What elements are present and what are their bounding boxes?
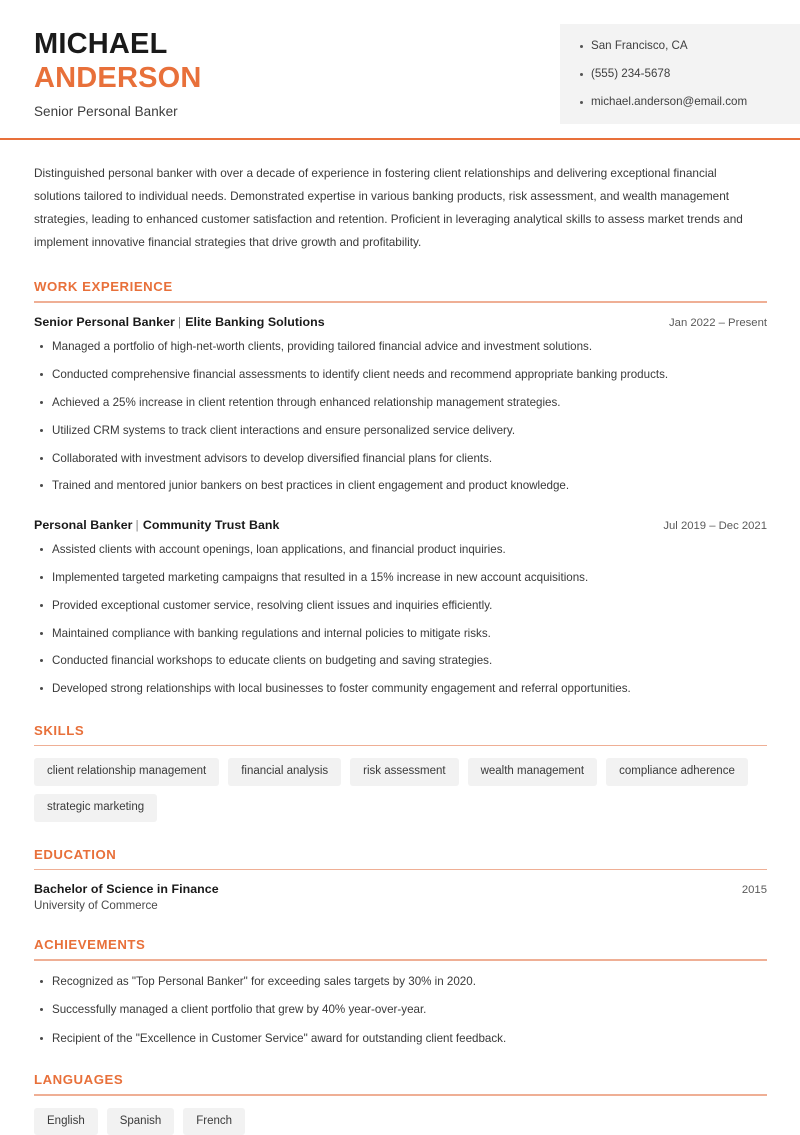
- skill-pill: wealth management: [468, 758, 598, 786]
- experience-date: Jul 2019 – Dec 2021: [663, 520, 767, 532]
- list-item: Achieved a 25% increase in client retention through enhanced relationship management strategies.: [34, 394, 767, 411]
- contact-email[interactable]: [578, 94, 800, 111]
- list-item: Recognized as "Top Personal Banker" for exceeding sales targets by 30% in 2020.: [34, 973, 767, 990]
- title-separator: |: [178, 315, 181, 329]
- experience-entry: [34, 315, 767, 495]
- section-education: [34, 847, 767, 913]
- experience-role: Personal Banker: [34, 518, 133, 532]
- language-pill: Spanish: [107, 1108, 175, 1135]
- experience-bullets: [34, 541, 767, 698]
- resume-header: [0, 0, 800, 124]
- skill-pill: strategic marketing: [34, 794, 157, 822]
- section-languages: [34, 1072, 767, 1135]
- education-entry-header: [34, 882, 767, 896]
- last-name: ANDERSON: [34, 62, 202, 96]
- skills-pill-row: [34, 758, 767, 821]
- contact-email-text: michael.anderson@email.com: [591, 95, 747, 108]
- list-item: Provided exceptional customer service, resolving client issues and inquiries efficiently.: [34, 597, 767, 614]
- title-separator: |: [136, 518, 139, 532]
- section-achievements: [34, 937, 767, 1047]
- section-title-achievements: ACHIEVEMENTS: [34, 937, 767, 952]
- contact-phone[interactable]: [578, 66, 800, 83]
- experience-title: [34, 518, 279, 532]
- list-item: Successfully managed a client portfolio that grew by 40% year-over-year.: [34, 1001, 767, 1018]
- professional-summary: Distinguished personal banker with over a decade of experience in fostering client relationships and delivering exceptional financial solutions tailored to individual needs. Demonstrated expertise in various banking products, risk assessment, and wealth management strategies, leading to enhanced customer satisfaction and retention. Proficient in leveraging analytical skills to assess market trends and implement innovative financial strategies that drive growth and profitability.: [34, 162, 767, 254]
- education-degree: Bachelor of Science in Finance: [34, 882, 219, 896]
- experience-entry-header: [34, 518, 767, 532]
- list-item: Developed strong relationships with local businesses to foster community engagement and referral opportunities.: [34, 680, 767, 697]
- skill-pill: client relationship management: [34, 758, 219, 786]
- list-item: Collaborated with investment advisors to develop diversified financial plans for clients.: [34, 450, 767, 467]
- languages-pill-row: [34, 1108, 767, 1135]
- language-pill: French: [183, 1108, 245, 1135]
- experience-title: [34, 315, 325, 329]
- list-item: Trained and mentored junior bankers on best practices in client engagement and product knowledge.: [34, 477, 767, 494]
- section-rule: [34, 301, 767, 303]
- section-title-languages: LANGUAGES: [34, 1072, 767, 1087]
- section-skills: [34, 723, 767, 822]
- section-rule: [34, 869, 767, 871]
- identity-block: [0, 22, 202, 119]
- experience-bullets: [34, 338, 767, 495]
- header-divider: [0, 138, 800, 140]
- section-rule: [34, 745, 767, 747]
- section-rule: [34, 1094, 767, 1096]
- section-title-work-experience: WORK EXPERIENCE: [34, 279, 767, 294]
- list-item: Recipient of the "Excellence in Customer Service" award for outstanding client feedback.: [34, 1030, 767, 1047]
- section-rule: [34, 959, 767, 961]
- resume-content: [0, 162, 800, 1135]
- experience-entry-header: [34, 315, 767, 329]
- contact-card: [560, 24, 800, 124]
- list-item: Conducted comprehensive financial assessments to identify client needs and recommend appropriate banking products.: [34, 366, 767, 383]
- education-date: 2015: [742, 884, 767, 896]
- section-title-skills: SKILLS: [34, 723, 767, 738]
- experience-company: Community Trust Bank: [143, 518, 280, 532]
- list-item: Managed a portfolio of high-net-worth clients, providing tailored financial advice and investment solutions.: [34, 338, 767, 355]
- contact-location-text: San Francisco, CA: [591, 39, 688, 52]
- experience-date: Jan 2022 – Present: [669, 317, 767, 329]
- education-entry: [34, 882, 767, 912]
- education-institution: University of Commerce: [34, 899, 767, 912]
- list-item: Utilized CRM systems to track client interactions and ensure personalized service delivery.: [34, 422, 767, 439]
- experience-role: Senior Personal Banker: [34, 315, 175, 329]
- list-item: Maintained compliance with banking regulations and internal policies to mitigate risks.: [34, 625, 767, 642]
- skill-pill: risk assessment: [350, 758, 458, 786]
- language-pill: English: [34, 1108, 98, 1135]
- experience-company: Elite Banking Solutions: [185, 315, 325, 329]
- experience-entry: [34, 518, 767, 698]
- contact-list: [578, 38, 800, 110]
- list-item: Implemented targeted marketing campaigns that resulted in a 15% increase in new account acquisitions.: [34, 569, 767, 586]
- section-work-experience: [34, 279, 767, 697]
- skill-pill: financial analysis: [228, 758, 341, 786]
- contact-location: [578, 38, 800, 55]
- first-name: MICHAEL: [34, 28, 202, 62]
- contact-phone-text: (555) 234-5678: [591, 67, 670, 80]
- list-item: Conducted financial workshops to educate clients on budgeting and saving strategies.: [34, 652, 767, 669]
- section-title-education: EDUCATION: [34, 847, 767, 862]
- professional-title: Senior Personal Banker: [34, 104, 202, 119]
- achievements-bullets: [34, 973, 767, 1047]
- list-item: Assisted clients with account openings, loan applications, and financial product inquiries.: [34, 541, 767, 558]
- skill-pill: compliance adherence: [606, 758, 748, 786]
